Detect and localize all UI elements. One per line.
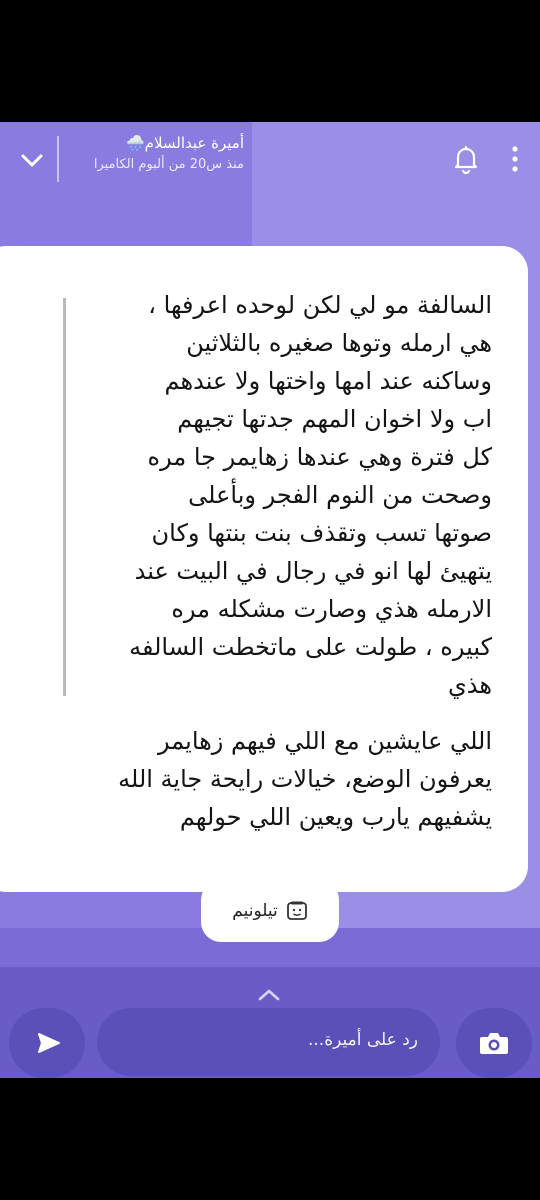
more-vertical-icon[interactable] bbox=[505, 142, 525, 176]
quote-line: الارمله هذي وصارت مشكله مره bbox=[171, 595, 492, 623]
app-name: تيلونيم bbox=[232, 901, 278, 921]
chevron-down-icon[interactable] bbox=[16, 144, 48, 176]
author-name[interactable]: أميرة عبدالسلام🌧️ bbox=[125, 134, 244, 152]
camera-icon bbox=[456, 1008, 532, 1078]
reply-input-placeholder: رد على أميرة... bbox=[308, 1030, 418, 1050]
quoted-message bbox=[84, 286, 492, 704]
header-divider bbox=[57, 136, 59, 182]
quote-line: يتهيئ لها انو في رجال في البيت عند bbox=[134, 557, 492, 585]
reply-line: اللي عايشين مع اللي فيهم زهايمر bbox=[158, 727, 492, 755]
send-icon bbox=[9, 1008, 85, 1078]
quote-bar bbox=[63, 298, 66, 696]
reply-line: يشفيهم يارب ويعين اللي حولهم bbox=[179, 803, 492, 831]
reply-input[interactable] bbox=[97, 1008, 440, 1076]
quote-line: هي ارمله وتوها صغيره بالثلاثين bbox=[186, 329, 492, 357]
quote-line: صوتها تسب وتقذف بنت بنتها وكان bbox=[151, 519, 492, 547]
tellonym-logo-icon bbox=[286, 900, 308, 922]
app-badge[interactable] bbox=[201, 880, 339, 942]
quote-line: اب ولا اخوان المهم جدتها تجيهم bbox=[177, 405, 492, 433]
quote-line: وصحت من النوم الفجر وبأعلى bbox=[188, 481, 492, 509]
camera-button[interactable] bbox=[456, 1008, 532, 1078]
chevron-up-icon[interactable] bbox=[256, 986, 282, 1004]
reply-line: يعرفون الوضع، خيالات رايحة جاية الله bbox=[118, 765, 492, 793]
bell-icon[interactable] bbox=[452, 144, 480, 174]
quote-line: كل فترة وهي عندها زهايمر جا مره bbox=[147, 443, 492, 471]
send-button[interactable] bbox=[9, 1008, 85, 1078]
reply-message bbox=[20, 722, 492, 836]
quote-line: هذي bbox=[447, 671, 492, 699]
quote-line: كبيره ، طولت على ماتخطت السالفه bbox=[129, 633, 492, 661]
story-card bbox=[0, 246, 528, 892]
quote-line: السالفة مو لي لكن لوحده اعرفها ، bbox=[148, 291, 492, 319]
story-meta: منذ س20 من ألبوم الكاميرا bbox=[93, 157, 244, 172]
quote-line: وساكنه عند امها واختها ولا عندهم bbox=[164, 367, 492, 395]
story-screen bbox=[0, 122, 540, 1078]
